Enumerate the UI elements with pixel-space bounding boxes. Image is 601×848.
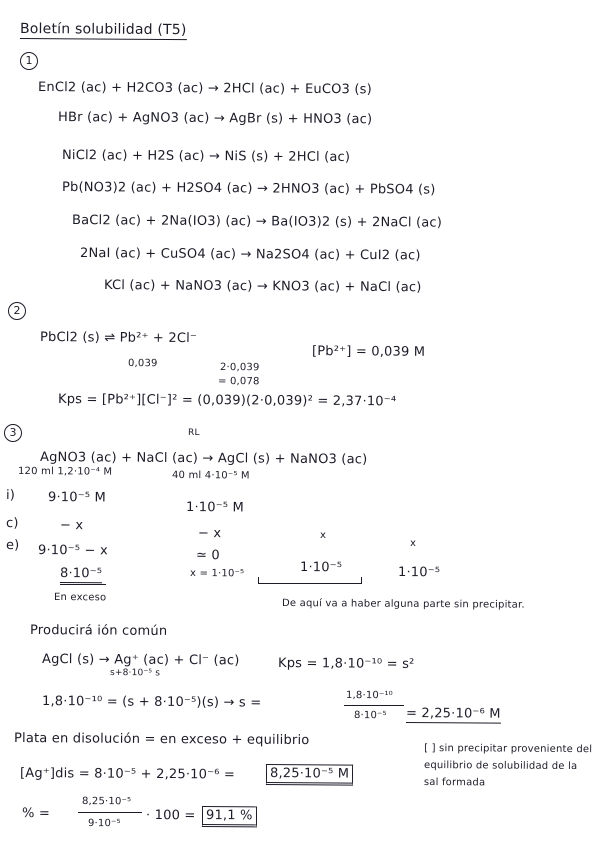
- bracket-right: [361, 577, 362, 584]
- row-initial-nacl: 1·10⁻⁵ M: [185, 500, 245, 516]
- percent-fraction-bar: [78, 812, 142, 813]
- common-ion-line: Producirá ión común: [29, 623, 168, 639]
- reaction-5: BaCl2 (ac) + 2Na(IO3) (ac) → Ba(IO3)2 (s) + 2NaCl (ac): [71, 213, 443, 231]
- agcl-reaction: AgNO3 (ac) + NaCl (ac) → AgCl (s) + NaNO3 (ac): [39, 450, 368, 468]
- row-eq-nacl: ≃ 0: [195, 548, 220, 564]
- agno3-volume: 120 ml 1,2·10⁻⁴ M: [17, 466, 113, 478]
- pb-solubility: 0,039: [127, 358, 158, 370]
- row-change-agcl: x: [319, 530, 327, 542]
- row-eq-nano3: 1·10⁻⁵: [397, 565, 441, 581]
- limiting-reagent-label: RL: [187, 428, 200, 439]
- bracket-line: [258, 583, 362, 584]
- excess-value: 8·10⁻⁵: [59, 566, 103, 582]
- row-eq-label: e): [5, 538, 20, 554]
- sin-precipitar-note: [ ] sin precipitar proveniente del equilibrio de solubilidad de la sal formada: [423, 743, 593, 789]
- solve-denominator: 8·10⁻⁵: [353, 710, 387, 722]
- reaction-2: HBr (ac) + AgNO3 (ac) → AgBr (s) + HNO3 (ac): [57, 110, 373, 128]
- excess-underline: [60, 584, 106, 585]
- bracket-left: [258, 577, 259, 584]
- reaction-3: NiCl2 (ac) + H2S (ac) → NiS (s) + 2HCl (ac): [61, 148, 351, 166]
- row-initial-agno3: 9·10⁻⁵ M: [47, 490, 107, 506]
- row-eq-agcl: 1·10⁻⁵: [299, 560, 343, 576]
- solve-equation: 1,8·10⁻¹⁰ = (s + 8·10⁻⁵)(s) → s =: [41, 694, 262, 711]
- section-1-number: 1: [20, 52, 38, 70]
- precipitate-note: De aquí va a haber alguna parte sin precipitar.: [281, 598, 525, 611]
- percent-denominator: 9·10⁻⁵: [87, 818, 121, 830]
- kps-agcl: Kps = 1,8·10⁻¹⁰ = s²: [277, 656, 415, 672]
- row-eq-agno3: 9·10⁻⁵ − x: [37, 543, 108, 559]
- pb-concentration: [Pb²⁺] = 0,039 M: [311, 344, 426, 360]
- page-title: Boletín solubilidad (T5): [19, 21, 187, 39]
- reaction-1: EnCl2 (ac) + H2CO3 (ac) → 2HCl (ac) + EuCO3 (s): [37, 80, 372, 98]
- percent-numerator: 8,25·10⁻⁵: [81, 796, 132, 808]
- ag-dissolved-result: 8,25·10⁻⁵ M: [266, 764, 353, 786]
- section-3-number: 3: [4, 424, 22, 442]
- percent-times: · 100 =: [145, 808, 196, 824]
- percent-label: % =: [21, 806, 51, 822]
- reaction-7: KCl (ac) + NaNO3 (ac) → KNO3 (ac) + NaCl (ac): [103, 278, 422, 296]
- reaction-6: 2NaI (ac) + CuSO4 (ac) → Na2SO4 (ac) + CuI2 (ac): [79, 246, 421, 264]
- row-change-agno3: − x: [59, 518, 84, 534]
- row-change-nano3: x: [409, 538, 417, 550]
- reaction-4: Pb(NO3)2 (ac) + H2SO4 (ac) → 2HNO3 (ac) + PbSO4 (s): [61, 180, 436, 198]
- ag-dissolved-expression: [Ag⁺]dis = 8·10⁻⁵ + 2,25·10⁻⁶ =: [19, 766, 236, 783]
- nacl-volume: 40 ml 4·10⁻⁵ M: [171, 470, 250, 482]
- agcl-dissolution-under: s+8·10⁻⁵ s: [109, 668, 161, 679]
- percent-result: 91,1 %: [202, 806, 257, 827]
- cl-solubility: 2·0,039: [219, 362, 260, 374]
- solve-fraction-bar: [344, 705, 404, 706]
- agcl-dissolution: AgCl (s) → Ag⁺ (ac) + Cl⁻ (ac): [41, 652, 240, 669]
- solve-numerator: 1,8·10⁻¹⁰: [345, 690, 393, 702]
- kps-expression: Kps = [Pb²⁺][Cl⁻]² = (0,039)(2·0,039)² = 2,37·10⁻⁴: [57, 392, 397, 410]
- x-value: x = 1·10⁻⁵: [189, 568, 245, 580]
- excess-label: En exceso: [53, 592, 107, 604]
- section-2-number: 2: [8, 302, 26, 320]
- pbcl2-equilibrium: PbCl2 (s) ⇌ Pb²⁺ + 2Cl⁻: [39, 330, 198, 347]
- row-change-label: c): [5, 516, 19, 532]
- row-initial-label: i): [5, 488, 16, 504]
- solve-result: = 2,25·10⁻⁶ M: [405, 706, 501, 722]
- row-change-nacl: − x: [197, 526, 222, 542]
- plata-disolucion-line: Plata en disolución = en exceso + equilibrio: [13, 731, 310, 749]
- cl-solubility-value: = 0,078: [217, 376, 260, 388]
